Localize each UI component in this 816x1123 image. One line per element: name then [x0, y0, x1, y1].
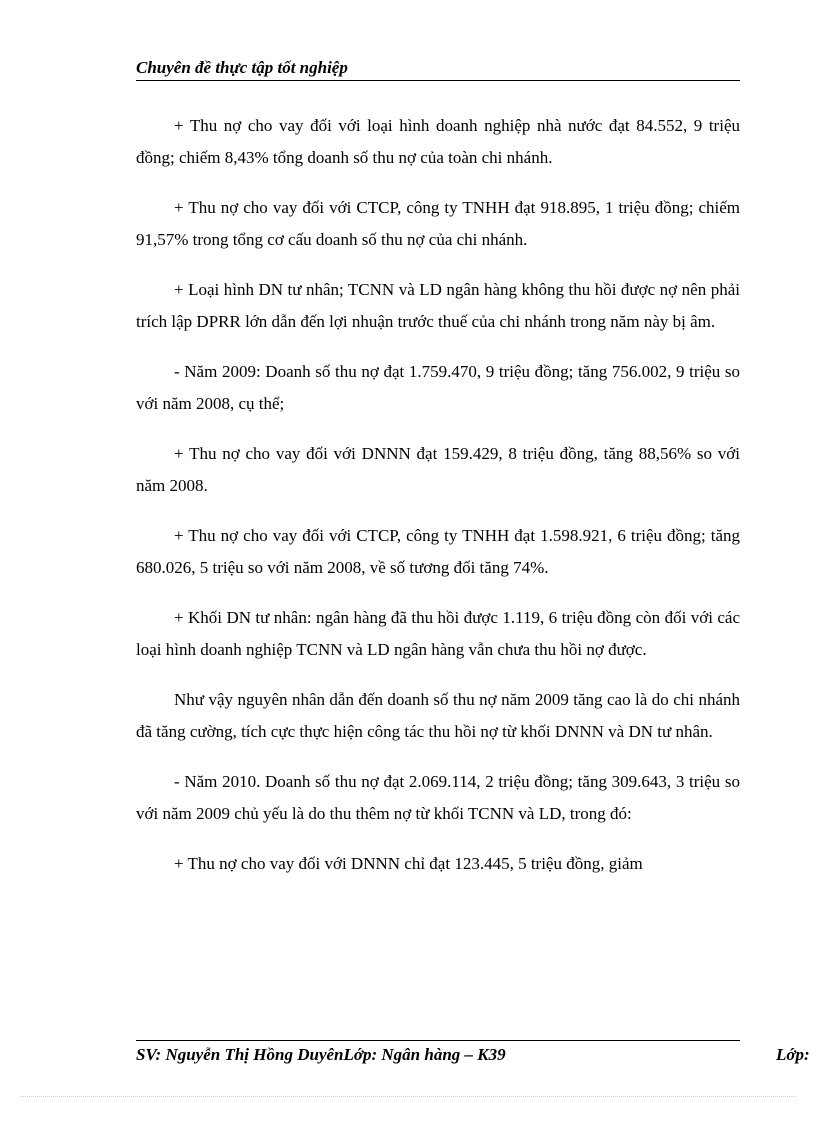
document-title: Chuyên đề thực tập tốt nghiệp	[136, 58, 348, 77]
paragraph: + Thu nợ cho vay đối với loại hình doanh nghiệp nhà nước đạt 84.552, 9 triệu đồng; chiếm 8,43% tổng doanh số thu nợ của toàn chi nhánh.	[136, 116, 740, 167]
document-body	[136, 110, 740, 898]
footer-class-label: Lớp:	[776, 1045, 810, 1064]
page-footer	[136, 1044, 816, 1068]
paragraph: + Khối DN tư nhân: ngân hàng đã thu hồi được 1.119, 6 triệu đồng còn đối với các loại hình doanh nghiệp TCNN và LD ngân hàng vẫn chưa thu hồi nợ được.	[136, 608, 740, 659]
page-bottom-border	[20, 1096, 796, 1097]
paragraph: - Năm 2010. Doanh số thu nợ đạt 2.069.114, 2 triệu đồng; tăng 309.643, 3 triệu so với năm 2009 chủ yếu là do thu thêm nợ từ khối TCNN và LD, trong đó:	[136, 772, 740, 823]
footer-divider	[136, 1040, 740, 1041]
paragraph: + Loại hình DN tư nhân; TCNN và LD ngân hàng không thu hồi được nợ nên phải trích lập DPRR lớn dẫn đến lợi nhuận trước thuế của chi nhánh trong năm này bị âm.	[136, 280, 740, 331]
footer-student-info: SV: Nguyễn Thị Hồng DuyênLớp: Ngân hàng – K39	[136, 1045, 506, 1064]
paragraph: Như vậy nguyên nhân dẫn đến doanh số thu nợ năm 2009 tăng cao là do chi nhánh đã tăng cường, tích cực thực hiện công tác thu hồi nợ từ khối DNNN và DN tư nhân.	[136, 690, 740, 741]
page-header	[136, 58, 740, 81]
paragraph: + Thu nợ cho vay đối với CTCP, công ty TNHH đạt 1.598.921, 6 triệu đồng; tăng 680.026, 5 triệu so với năm 2008, về số tương đối tăng 74%.	[136, 526, 740, 577]
paragraph: + Thu nợ cho vay đối với DNNN đạt 159.429, 8 triệu đồng, tăng 88,56% so với năm 2008.	[136, 444, 740, 495]
paragraph: + Thu nợ cho vay đối với DNNN chỉ đạt 123.445, 5 triệu đồng, giảm	[174, 854, 643, 873]
paragraph: + Thu nợ cho vay đối với CTCP, công ty TNHH đạt 918.895, 1 triệu đồng; chiếm 91,57% trong tổng cơ cấu doanh số thu nợ của chi nhánh.	[136, 198, 740, 249]
paragraph: - Năm 2009: Doanh số thu nợ đạt 1.759.470, 9 triệu đồng; tăng 756.002, 9 triệu so với năm 2008, cụ thể;	[136, 362, 740, 413]
